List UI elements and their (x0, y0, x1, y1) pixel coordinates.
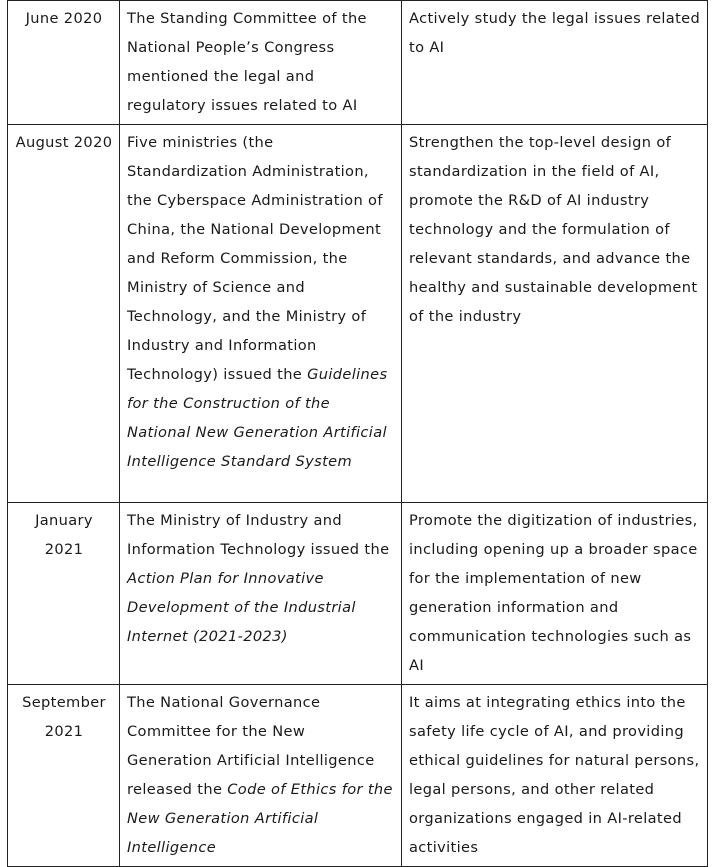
table-row (8, 503, 708, 685)
date-cell: August 2020 (8, 125, 120, 503)
event-cell (120, 685, 402, 867)
table-row (8, 685, 708, 867)
policy-table (7, 0, 708, 867)
objective-cell: Promote the digitization of industries, including opening up a broader space for the implementation of new generation information and communication technologies such as AI (402, 503, 708, 685)
document-title: Code of Ethics for the New Generation Artificial Intelligence (127, 781, 393, 856)
date-cell: September 2021 (8, 685, 120, 867)
objective-cell: It aims at integrating ethics into the safety life cycle of AI, and providing ethical guidelines for natural persons, legal persons, and other related organizations engaged in AI-related activities (402, 685, 708, 867)
event-text: Five ministries (the Standardization Administration, the Cyberspace Administration of China, the National Development and Reform Commission, the Ministry of Science and Technology, and the Ministry of Industry and Information Technology) issued the (127, 134, 383, 383)
event-cell (120, 503, 402, 685)
table-row (8, 125, 708, 503)
event-text: The Standing Committee of the National People’s Congress mentioned the legal and regulatory issues related to AI (127, 10, 367, 114)
event-cell (120, 1, 402, 125)
objective-cell: Actively study the legal issues related to AI (402, 1, 708, 125)
document-title: Guidelines for the Construction of the National New Generation Artificial Intelligence Standard System (127, 366, 388, 470)
event-text: The Ministry of Industry and Information Technology issued the (127, 512, 390, 558)
date-cell: January 2021 (8, 503, 120, 685)
date-cell: June 2020 (8, 1, 120, 125)
event-text: The National Governance Committee for the New Generation Artificial Intelligence released the (127, 694, 375, 798)
document-title: Action Plan for Innovative Development of the Industrial Internet (2021-2023) (127, 570, 356, 645)
objective-cell: Strengthen the top-level design of standardization in the field of AI, promote the R&D of AI industry technology and the formulation of relevant standards, and advance the healthy and sustainable development of the industry (402, 125, 708, 503)
table-row (8, 1, 708, 125)
event-cell (120, 125, 402, 503)
